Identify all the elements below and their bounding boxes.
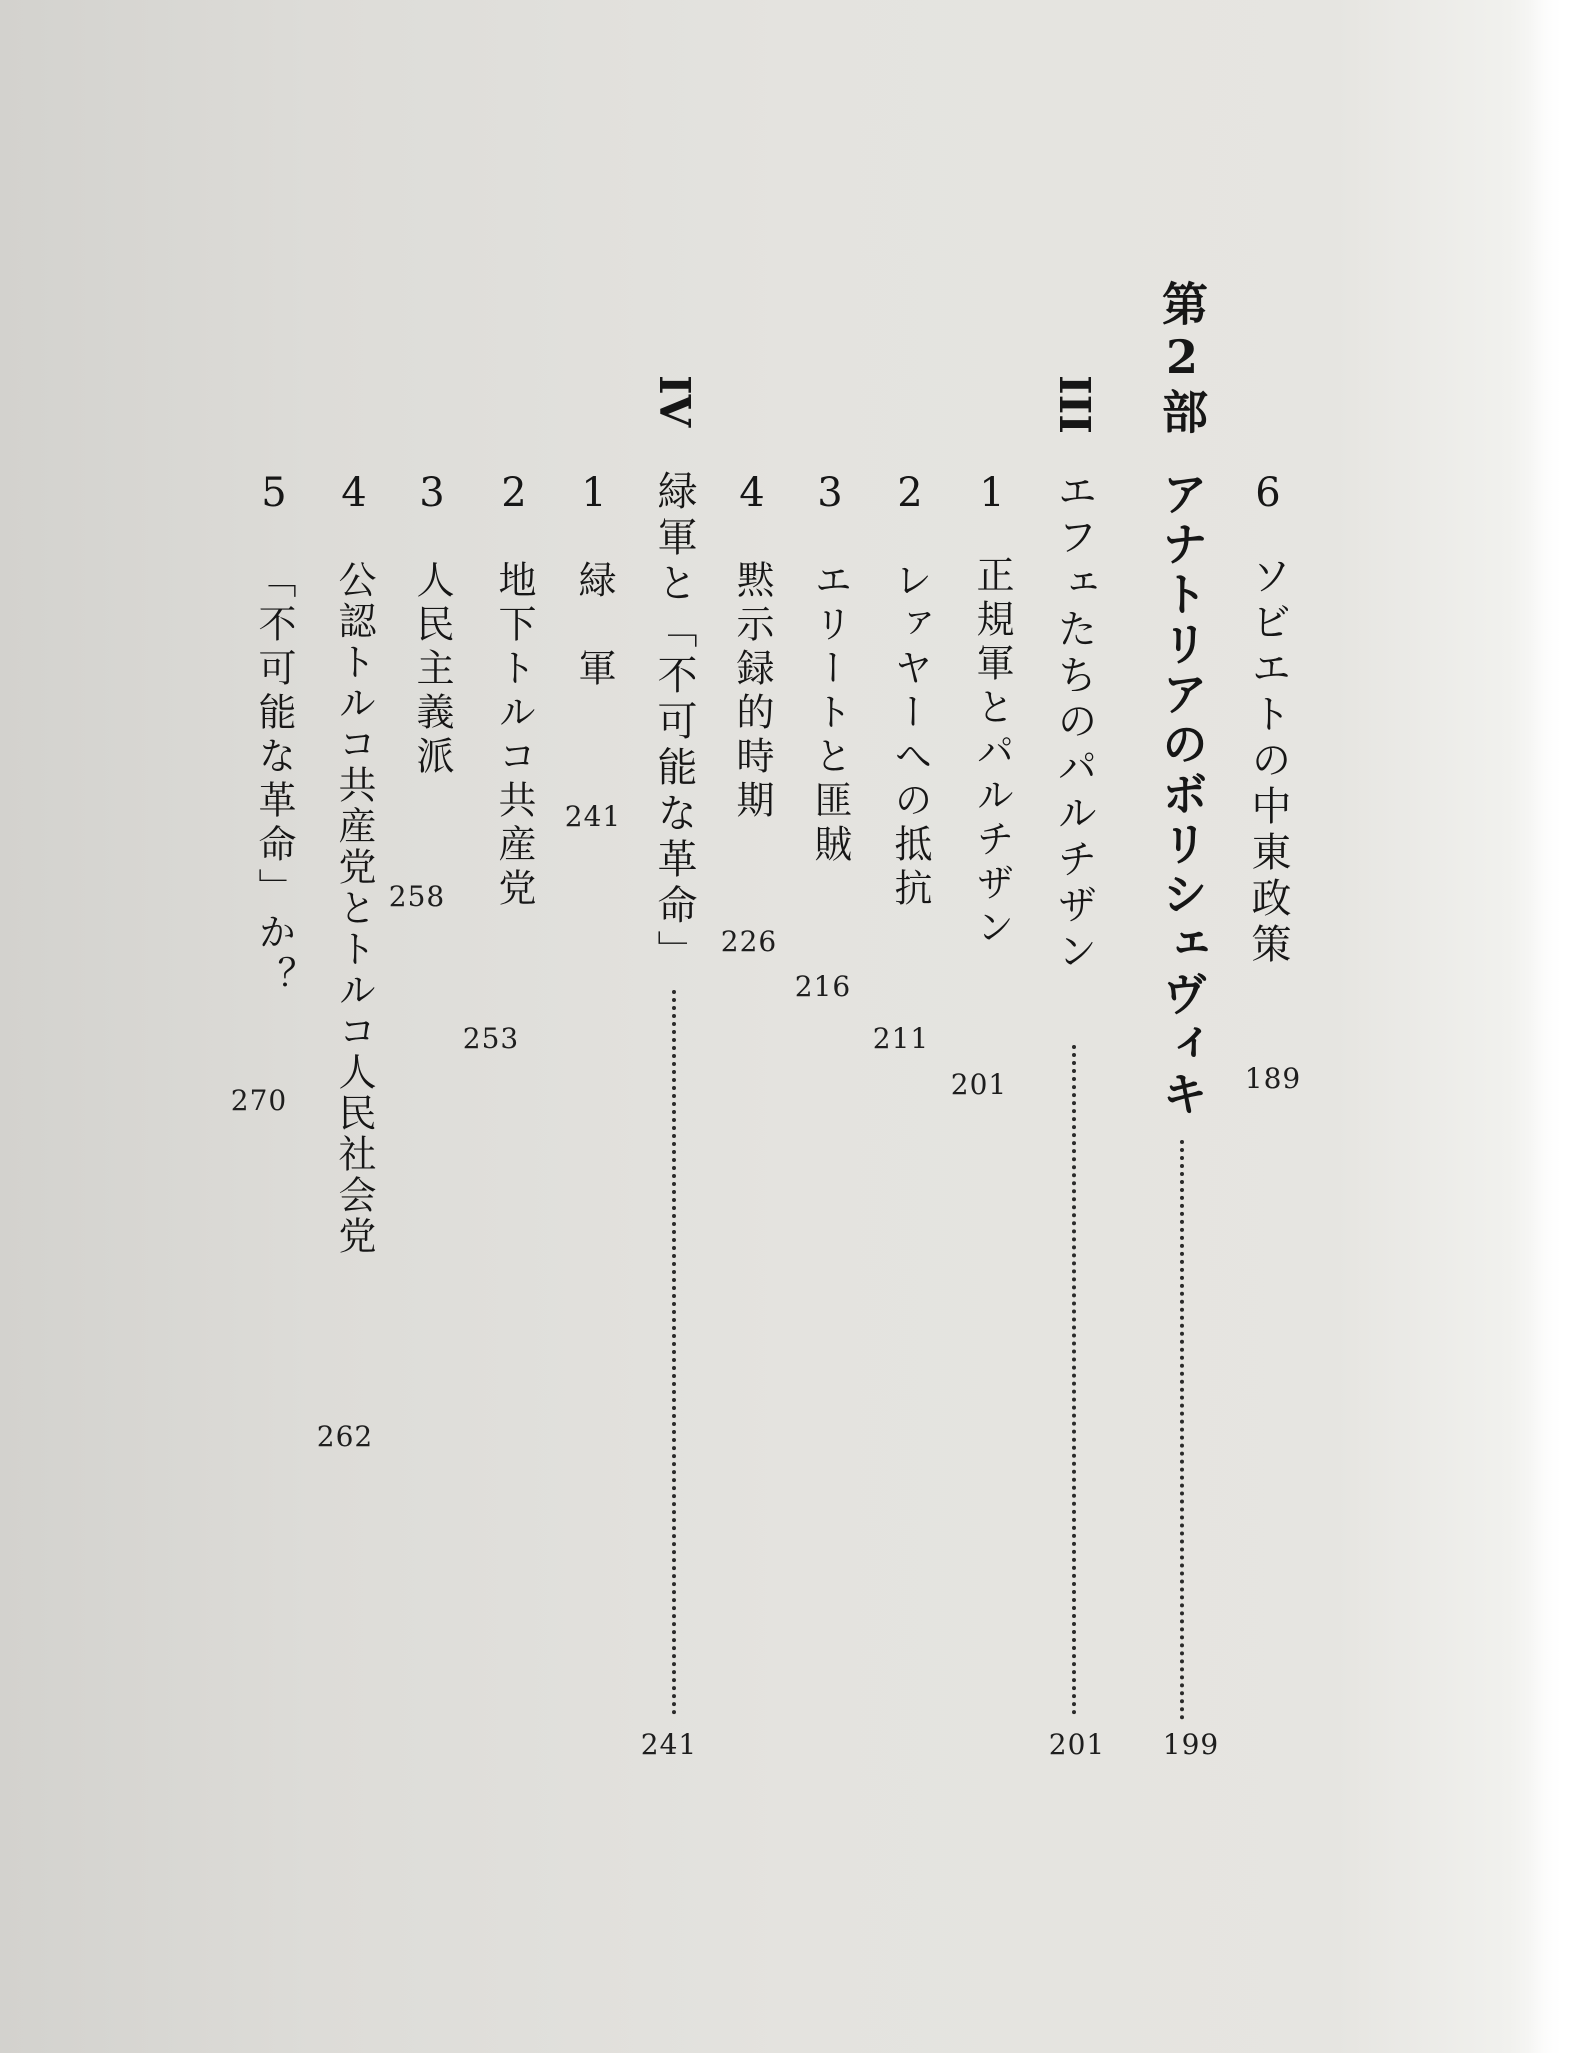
page-number: 270 [230,1084,288,1117]
toc-entry-4-4 [316,0,384,2053]
section-title: 公認トルコ共産党とトルコ人民社会党 [332,560,376,1257]
section-title: ソビエトの中東政策 [1245,555,1291,969]
page-number: 201 [1048,1728,1106,1761]
toc-entry-3-2 [872,0,940,2053]
toc-entry-chapter-4 [640,0,704,2053]
section-number: 3 [807,470,853,516]
section-number: 2 [491,470,537,516]
section-number: 3 [409,470,455,516]
toc-entry-3-4 [722,0,782,2053]
section-title: 地下トルコ共産党 [492,560,536,912]
section-number: 4 [331,470,377,516]
section-number: 1 [571,470,617,516]
chapter-title: エフェたちのパルチザン [1051,470,1097,976]
section-title: レァヤーへの抵抗 [888,560,932,912]
page-number: 216 [794,970,852,1003]
page-number: 189 [1244,1062,1302,1095]
page-number: 241 [564,800,622,833]
toc-entry-section-6 [1238,0,1302,2053]
section-number: 1 [969,470,1015,516]
section-title: 「不可能な革命」か？ [252,560,296,1000]
toc-entry-4-2 [462,0,544,2053]
toc-entry-3-1 [950,0,1022,2053]
page-number: 201 [950,1068,1008,1101]
section-title: エリートと匪賊 [808,560,852,868]
toc-entry-4-5 [230,0,304,2053]
toc-entry-chapter-3 [1044,0,1104,2053]
section-title: 人民主義派 [410,560,454,780]
dot-leader [1180,1140,1184,1720]
chapter-number: IV [650,375,699,428]
page-number: 226 [720,925,778,958]
chapter-number: III [1050,375,1099,434]
toc-entry-4-1 [564,0,624,2053]
part-label: 第2部 [1155,280,1209,438]
page-number: 258 [388,880,446,913]
page-number: 241 [640,1728,698,1761]
section-number: 5 [251,470,297,516]
dot-leader [1072,1045,1076,1715]
section-number: 2 [887,470,933,516]
dot-leader [672,990,676,1715]
page-number: 199 [1162,1728,1220,1761]
section-title: 緑 軍 [572,560,616,692]
page-number: 262 [316,1420,374,1453]
section-title: 黙示録的時期 [730,560,774,824]
part-title: アナトリアのボリシェヴィキ [1155,470,1209,1120]
section-number: 6 [1245,470,1291,516]
section-number: 4 [729,470,775,516]
toc-entry-part-2 [1152,0,1220,2053]
section-title: 正規軍とパルチザン [970,555,1014,951]
toc-entry-4-3 [388,0,462,2053]
chapter-title: 緑軍と「不可能な革命」 [651,470,697,976]
toc-entry-3-3 [794,0,860,2053]
page-number: 211 [872,1022,930,1055]
page-number: 253 [462,1022,520,1055]
